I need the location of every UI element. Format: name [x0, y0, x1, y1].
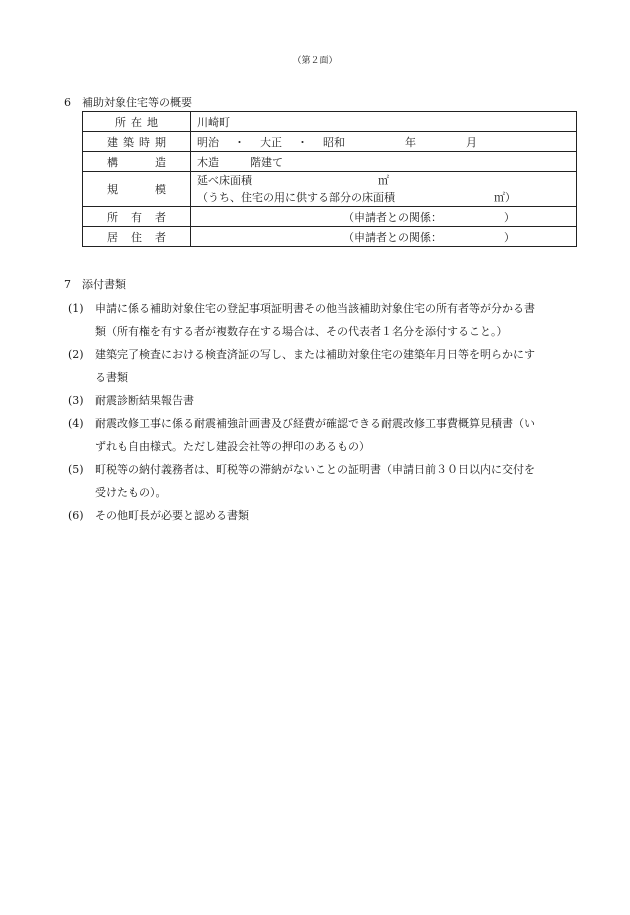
- section-6-heading: [64, 94, 192, 110]
- value-resident[interactable]: [191, 227, 577, 247]
- close-paren: ）: [505, 191, 516, 204]
- month-unit: 月: [466, 135, 477, 149]
- label-char: 模: [155, 183, 166, 196]
- era-meiji: 明治: [197, 135, 219, 149]
- label-char: 築: [123, 135, 134, 149]
- value-structure[interactable]: [191, 152, 577, 172]
- label-char: 構: [107, 155, 118, 169]
- label-resident: [83, 227, 191, 247]
- list-item: [68, 412, 588, 458]
- item-text: 申請に係る補助対象住宅の登記事項証明書その他当該補助対象住宅の所有者等が分かる書: [95, 302, 535, 315]
- area-unit: ㎡: [494, 191, 505, 204]
- list-item: [68, 504, 588, 527]
- label-char: 者: [155, 230, 166, 244]
- era-showa: 昭和: [323, 135, 345, 149]
- item-number: (1): [68, 302, 84, 315]
- label-location: [83, 112, 191, 132]
- label-structure: [83, 152, 191, 172]
- label-char: 住: [131, 230, 142, 244]
- label-owner: [83, 207, 191, 227]
- item-text: 耐震診断結果報告書: [95, 394, 194, 407]
- list-item: [68, 458, 588, 504]
- item-text: その他町長が必要と認める書類: [95, 509, 249, 522]
- floor-area-line: [197, 172, 570, 189]
- label-char: 者: [155, 210, 166, 224]
- year-unit: 年: [405, 135, 416, 149]
- item-text: 町税等の納付義務者は、町税等の滞納がないことの証明書（申請日前３０日以内に交付を: [95, 463, 535, 476]
- era-taisho: 大正: [260, 135, 282, 149]
- item-number: (5): [68, 463, 84, 476]
- label-char: 所: [107, 210, 118, 224]
- page-label: （第２面）: [292, 56, 338, 66]
- label-char: 有: [131, 210, 142, 224]
- list-item: [68, 343, 588, 389]
- item-number: (4): [68, 417, 84, 430]
- list-item: [68, 297, 588, 343]
- label-char: 建: [107, 135, 118, 149]
- item-text: 建築完了検査における検査済証の写し、または補助対象住宅の建築年月日等を明らかにす: [95, 348, 535, 361]
- label-char: 居: [107, 230, 118, 244]
- section-7-number: 7: [64, 278, 71, 291]
- close-paren: ）: [504, 230, 515, 244]
- item-text: 受けたもの）。: [95, 486, 167, 499]
- row-resident: [83, 227, 577, 247]
- attachment-list: [68, 297, 588, 527]
- row-structure: [83, 152, 577, 172]
- row-scale: [83, 172, 577, 207]
- label-char: 所: [115, 115, 126, 129]
- value-construction-period[interactable]: [191, 132, 577, 152]
- label-char: 地: [147, 115, 158, 129]
- label-char: 規: [107, 183, 118, 196]
- close-paren: ）: [504, 210, 515, 224]
- row-location: [83, 112, 577, 132]
- residential-floor-area-label: （うち、住宅の用に供する部分の床面積: [197, 191, 395, 204]
- area-unit: ㎡: [378, 174, 389, 187]
- section-7-heading: [64, 276, 126, 292]
- label-construction-period: [83, 132, 191, 152]
- era-separator: ・: [234, 135, 245, 149]
- label-char: 期: [155, 135, 166, 149]
- section-6-number: 6: [64, 96, 71, 109]
- item-text: ずれも自由様式。ただし建設会社等の押印のあるもの）: [95, 440, 370, 453]
- item-number: (3): [68, 394, 84, 407]
- relation-label: （申請者との関係：: [343, 210, 442, 224]
- row-owner: [83, 207, 577, 227]
- era-separator: ・: [297, 135, 308, 149]
- house-summary-table: [82, 111, 577, 247]
- item-number: (6): [68, 509, 84, 522]
- relation-label: （申請者との関係：: [343, 230, 442, 244]
- label-char: 時: [139, 135, 150, 149]
- row-construction-period: [83, 132, 577, 152]
- floors-unit: 階建て: [250, 155, 283, 169]
- structure-material: 木造: [197, 155, 219, 169]
- item-text: る書類: [95, 371, 128, 384]
- section-7-title: 添付書類: [82, 278, 126, 291]
- section-6-title: 補助対象住宅等の概要: [82, 96, 192, 109]
- label-char: 在: [131, 115, 142, 129]
- label-scale: [83, 172, 191, 207]
- residential-area-line: [197, 189, 570, 206]
- list-item: [68, 389, 588, 412]
- item-text: 耐震改修工事に係る耐震補強計画書及び経費が確認できる耐震改修工事費概算見積書（い: [95, 417, 535, 430]
- value-location[interactable]: 川崎町: [191, 112, 577, 132]
- item-number: (2): [68, 348, 84, 361]
- value-scale[interactable]: [191, 172, 577, 207]
- value-owner[interactable]: [191, 207, 577, 227]
- item-text: 類（所有権を有する者が複数存在する場合は、その代表者１名分を添付すること。）: [95, 325, 508, 338]
- label-char: 造: [155, 155, 166, 169]
- total-floor-area-label: 延べ床面積: [197, 174, 252, 187]
